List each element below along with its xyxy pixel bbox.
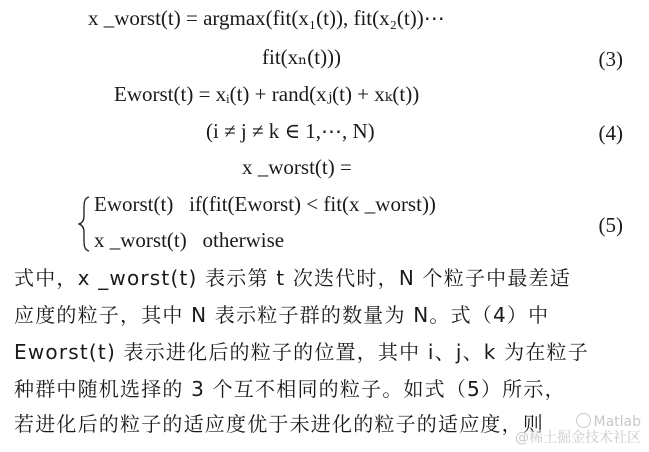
paragraph-line-1: 式中，x _worst(t) 表示第 t 次迭代时，N 个粒子中最差适 (14, 266, 571, 290)
equation-4-line-1: Eworst(t) = xᵢ(t) + rand(xⱼ(t) + xₖ(t)) (114, 82, 420, 106)
watermark-label: Matlab (593, 413, 641, 430)
equation-3-number: (3) (598, 47, 623, 71)
equation-5-case-2: x _worst(t) otherwise (94, 228, 285, 252)
equation-4-number: (4) (598, 121, 623, 145)
watermark (515, 413, 641, 446)
paragraph-line-5: 若进化后的粒子的适应度优于未进化的粒子的适应度，则 (14, 412, 544, 436)
equation-3-line-2: fit(xₙ(t))) (262, 45, 342, 69)
watermark-logo-icon (576, 413, 591, 428)
paragraph-line-4: 种群中随机选择的 3 个互不相同的粒子。如式（5）所示， (14, 377, 566, 401)
left-brace (78, 196, 90, 252)
equation-3-line-1: x _worst(t) = argmax(fit(x₁(t)), fit(x₂(t))⋯ (88, 6, 445, 30)
paragraph-line-3: Eworst(t) 表示进化后的粒子的位置，其中 i、j、k 为在粒子 (14, 340, 589, 364)
equation-5-head: x _worst(t) = (242, 155, 352, 179)
paragraph-line-2: 应度的粒子，其中 N 表示粒子群的数量为 N。式（4）中 (14, 303, 550, 327)
equation-5-case-1: Eworst(t) if(fit(Eworst) < fit(x _worst)) (94, 192, 436, 216)
watermark-line-2: @稀土掘金技术社区 (515, 429, 641, 446)
equation-4-line-2: (i ≠ j ≠ k ∈ 1,⋯, N) (206, 119, 375, 143)
watermark-line-1 (515, 413, 641, 430)
equation-5-number: (5) (598, 213, 623, 237)
